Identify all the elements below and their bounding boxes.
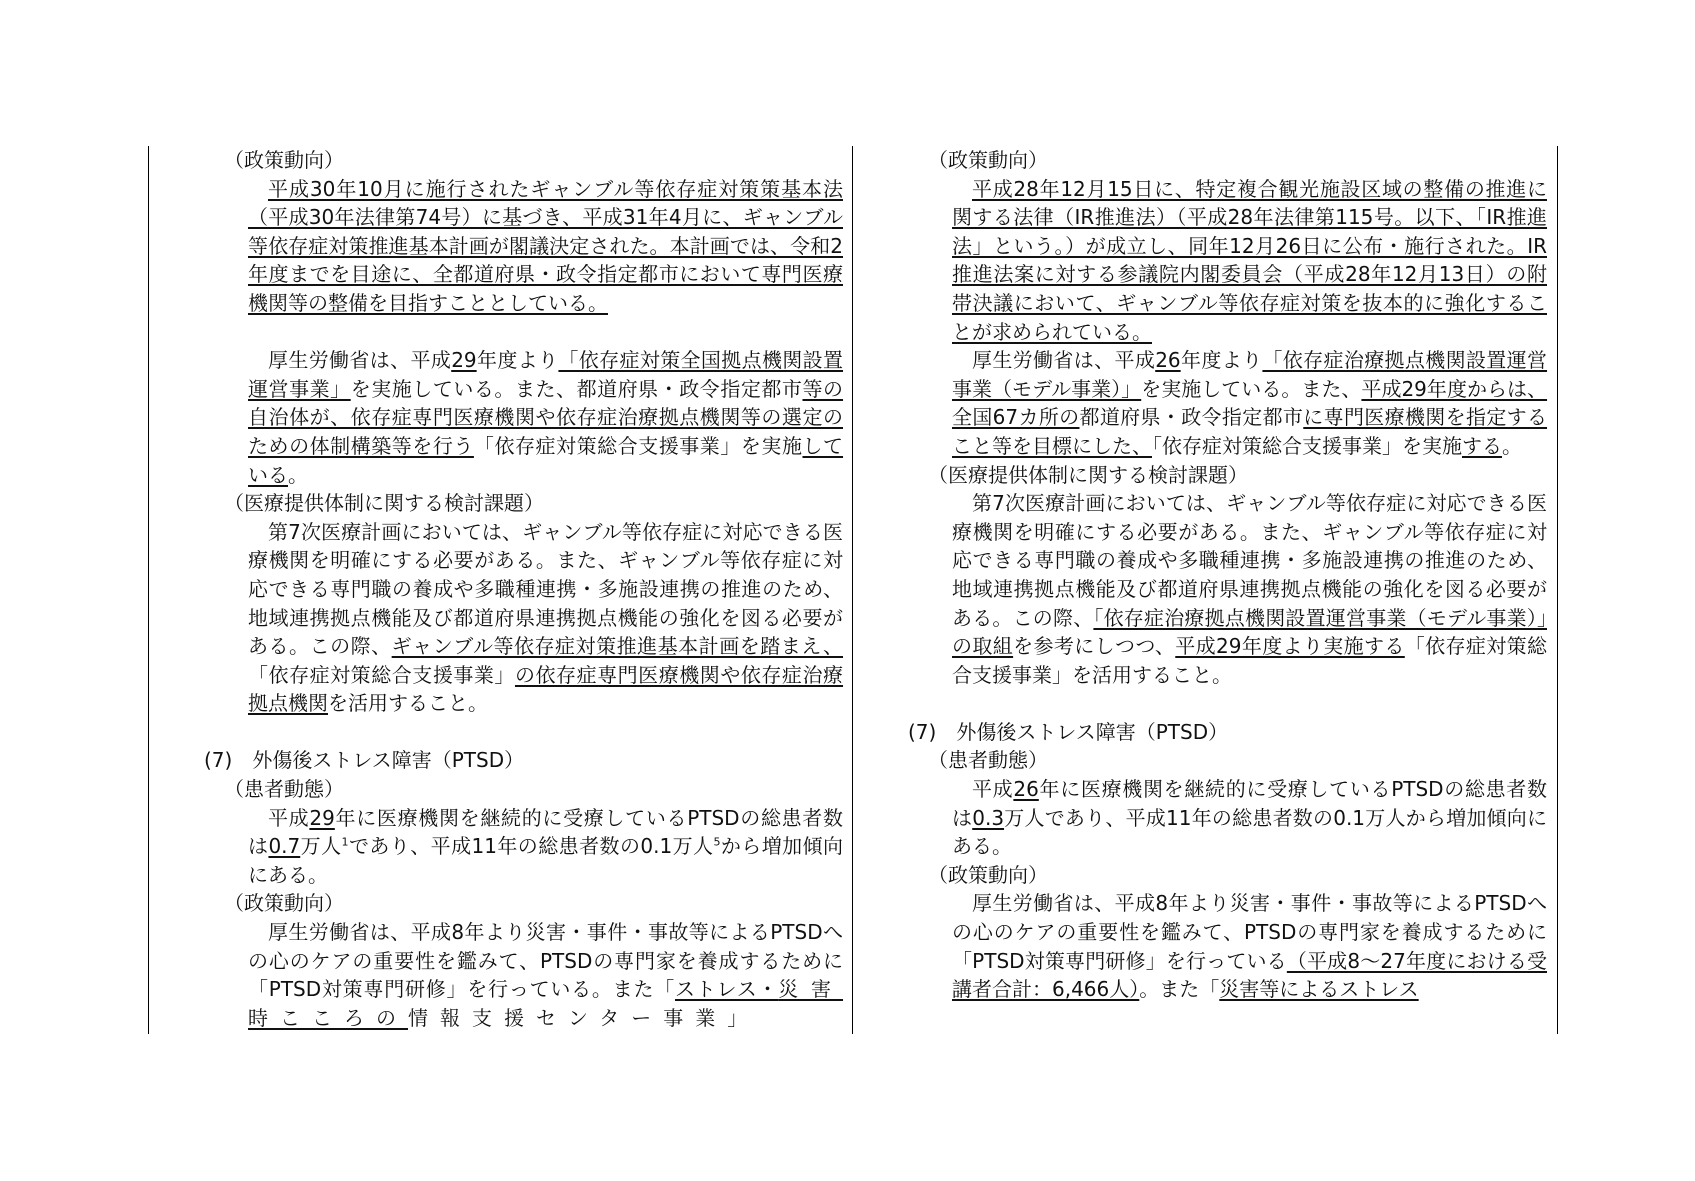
right-policy2-heading: （政策動向）	[928, 862, 1048, 887]
left-spacer	[150, 318, 843, 347]
left-patients-count: 0.7	[268, 834, 301, 859]
left-mhlw-text-i: 。	[288, 462, 308, 487]
right-mhlw-text-f: 平成29年度からは、全国67カ所の	[952, 376, 1548, 430]
left-mhlw-text-h: している	[248, 433, 844, 487]
left-patients-year: 29	[309, 805, 335, 830]
right-mhlw-text-a: 厚生労働省は、平成	[972, 348, 1156, 373]
right-policy-heading: （政策動向）	[928, 148, 1048, 172]
right-policy-paragraph-text: 平成28年12月15日に、特定複合観光施設区域の整備の推進に関する法律（IR推進法）（平成28年法律第115号。以下、「IR推進法」という。）が成立し、同年12月26日に公布・施行された。IR推進法案に対する参議院内閣委員会（平成28年12月13日）の附帯決議において、ギャンブル等依存症対策を抜本的に強化することが求められている。	[952, 176, 1547, 344]
left-ptsd-text-b: ストレス・	[674, 977, 779, 1002]
left-ptsd-text-d: 情報支援センター事業	[408, 1005, 728, 1030]
left-patients-text-a: 平成	[268, 805, 310, 830]
left-issues-text-b: ギャンブル等依存症対策推進基本計画を踏まえ、	[391, 634, 844, 659]
right-patients-count: 0.3	[972, 805, 1005, 830]
right-patients-text-e: 万人であり、平成11年の総患者数の0.1万人から増加傾向にある。	[952, 805, 1548, 859]
left-mhlw-text-c: 年度より	[476, 348, 559, 373]
left-patients-unit: 万人	[300, 834, 342, 859]
left-ptsd-policy-paragraph	[150, 918, 843, 1032]
left-mhlw-text-f: 等の自治体が、依存症専門医療機関や依存症治療拠点機関等の選定のための体制構築等を行う	[248, 376, 844, 458]
right-mhlw-text-c: 年度より	[1180, 348, 1263, 373]
left-mhlw-project-name: 「依存症対策全国拠点機関設置運営事業」	[248, 348, 844, 401]
left-issues-text-a: 第7次医療計画においては、ギャンブル等依存症に対応できる医療機関を明確にする必要がある。また、ギャンブル等依存症に対応できる専門職の養成や多職種連携・多施設連携の推進のため、地域連携拠点機能及び都道府県連携拠点機能の強化を図る必要がある。この際、	[248, 519, 843, 659]
right-ptsd-text-a: 厚生労働省は、平成8年より災害・事件・事故等によるPTSDへの心のケアの重要性を鑑みて、PTSDの専門家を養成するために「PTSD対策専門研修」を行っている	[952, 891, 1547, 973]
right-issues-text-d: 平成29年度より実施する	[1175, 634, 1405, 659]
right-mhlw-text-i: 「依存症対策総合支援事業」を実施	[1152, 433, 1462, 458]
right-mhlw-text-j: する	[1462, 433, 1502, 458]
right-ptsd-policy-paragraph	[854, 889, 1547, 1003]
right-ptsd-text-d: 災害等によるストレス	[1219, 977, 1419, 1002]
left-issues-paragraph	[150, 518, 843, 718]
right-issues-paragraph	[854, 489, 1547, 689]
left-issues-text-e: を活用すること。	[328, 691, 488, 716]
right-mhlw-project-name: 「依存症治療拠点機関設置運営事業（モデル事業）」	[952, 348, 1548, 401]
right-patients-text-a: 平成	[972, 777, 1014, 802]
right-ptsd-text-b: （平成8～27年度における受講者合計：6,466人）	[952, 948, 1547, 1002]
left-patients-text-c: 年に医療機関を継続的に受療しているPTSDの総患者数は	[248, 805, 843, 859]
left-mhlw-text-a: 厚生労働省は、平成	[268, 348, 452, 373]
left-section-title: (7) 外傷後ストレス障害（PTSD）	[204, 748, 525, 773]
left-policy-heading: （政策動向）	[224, 148, 344, 172]
center-divider-rule	[852, 146, 853, 1034]
left-policy-paragraph	[150, 175, 843, 318]
left-margin-rule	[148, 146, 149, 1034]
left-patients-heading: （患者動態）	[224, 777, 344, 802]
right-policy-paragraph	[854, 175, 1547, 347]
right-mhlw-text-k: 。	[1502, 433, 1522, 458]
right-issues-text-b: 「依存症治療拠点機関設置運営事業（モデル事業）」の取組	[952, 605, 1548, 659]
right-patients-year: 26	[1013, 777, 1039, 802]
left-spacer-2	[150, 718, 843, 747]
right-spacer	[854, 689, 1547, 718]
left-issues-text-c: 「依存症対策総合支援事業」	[248, 662, 515, 687]
right-section-title: (7) 外傷後ストレス障害（PTSD）	[908, 719, 1229, 744]
right-issues-heading: （医療提供体制に関する検討課題）	[928, 462, 1248, 487]
left-issues-text-d: の依存症専門医療機関や依存症治療拠点機関	[248, 662, 844, 716]
left-mhlw-text-g: 「依存症対策総合支援事業」を実施	[473, 433, 803, 458]
right-mhlw-paragraph	[854, 346, 1547, 460]
right-patients-heading: （患者動態）	[928, 748, 1048, 773]
left-patients-text-i: から増加傾向にある。	[248, 834, 844, 887]
left-patients-text-g: であり、平成11年の総患者数の0.1万人	[348, 834, 714, 859]
left-policy2-heading: （政策動向）	[224, 891, 344, 916]
right-mhlw-text-g: 都道府県・政令指定都市	[1079, 405, 1304, 430]
right-margin-rule	[1557, 146, 1558, 1034]
left-footnote-ref-5: 5	[713, 835, 721, 849]
left-ptsd-text-e: 」	[727, 1005, 748, 1030]
left-mhlw-paragraph	[150, 346, 843, 489]
right-patients-paragraph	[854, 775, 1547, 861]
right-issues-text-a: 第7次医療計画においては、ギャンブル等依存症に対応できる医療機関を明確にする必要がある。また、ギャンブル等依存症に対応できる専門職の養成や多職種連携・多施設連携の推進のため、地域連携拠点機能及び都道府県連携拠点機能の強化を図る必要がある。この際、	[952, 491, 1547, 630]
right-patients-text-c: 年に医療機関を継続的に受療しているPTSDの総患者数は	[952, 777, 1547, 830]
right-issues-text-c: を参考にしつつ、	[1013, 634, 1176, 659]
right-column	[854, 146, 1547, 1004]
left-ptsd-text-c: 災害時こころの	[248, 977, 844, 1030]
left-policy-paragraph-text: 平成30年10月に施行されたギャンブル等依存症対策策基本法（平成30年法律第74号）に基づき、平成31年4月に、ギャンブル等依存症対策推進基本計画が閣議決定された。本計画では、令和2年度までを目途に、全都道府県・政令指定都市において専門医療機関等の整備を目指すこととしている。	[248, 176, 843, 315]
right-ptsd-text-c: 。また「	[1139, 977, 1220, 1002]
left-mhlw-year: 29	[451, 348, 477, 373]
right-mhlw-text-e: を実施している。また、	[1141, 376, 1362, 401]
left-column	[150, 146, 843, 1032]
left-mhlw-text-e: を実施している。また、都道府県・政令指定都市	[350, 376, 803, 401]
right-issues-text-e: 「依存症対策総合支援事業」を活用すること。	[952, 634, 1547, 687]
left-patients-paragraph	[150, 804, 843, 890]
left-issues-heading: （医療提供体制に関する検討課題）	[224, 491, 544, 516]
left-ptsd-text-a: 厚生労働省は、平成8年より災害・事件・事故等によるPTSDへの心のケアの重要性を鑑みて、PTSDの専門家を養成するために「PTSD対策専門研修」を行っている。また「	[248, 920, 843, 1002]
left-footnote-ref-1: 1	[341, 835, 349, 849]
right-mhlw-text-h: に専門医療機関を指定すること等を目標にした、	[952, 405, 1548, 458]
right-mhlw-year: 26	[1155, 348, 1181, 373]
